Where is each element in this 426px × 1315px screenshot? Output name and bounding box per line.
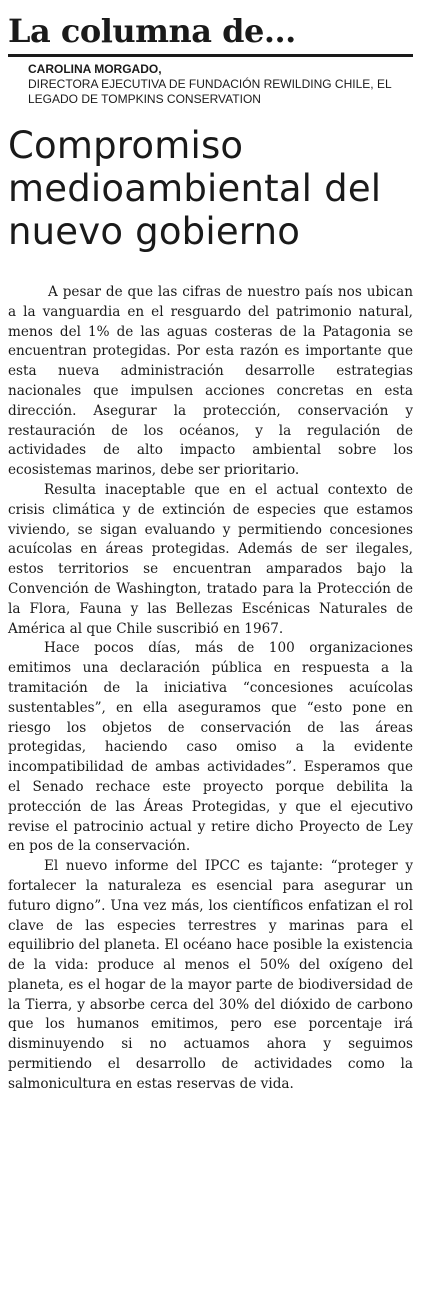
byline xyxy=(28,62,413,107)
column-article xyxy=(8,0,413,1095)
author-role: DIRECTORA EJECUTIVA DE FUNDACIÓN REWILDING CHILE, EL LEGADO DE TOMPKINS CONSERVATION xyxy=(28,77,392,106)
article-headline: Compromiso medioambiental del nuevo gobierno xyxy=(8,124,382,253)
author-name: CAROLINA MORGADO, xyxy=(28,62,162,76)
article-paragraph: El nuevo informe del IPCC es tajante: “proteger y fortalecer la naturaleza es esencial para asegurar un futuro digno”. Una vez más, los científicos enfatizan el rol clave de las especies terrestres y marinas para el equilibrio del planeta. El océano hace posible la existencia de la vida: produce al menos el 50% del oxígeno del planeta, es el hogar de la mayor parte de biodiversidad de la Tierra, y absorbe cerca del 30% del dióxido de carbono que los humanos emitimos, pero ese porcentaje irá disminuyendo si no actuamos ahora y seguimos permitiendo el desarrollo de actividades como la salmonicultura en estas reservas de vida. xyxy=(8,858,413,1092)
section-divider xyxy=(8,54,413,57)
article-paragraph: Resulta inaceptable que en el actual contexto de crisis climática y de extinción de especies que estamos viviendo, se sigan evaluando y permitiendo concesiones acuícolas en áreas protegidas. Además de ser ilegales, estos territorios se encuentran amparados bajo la Convención de Washington, tratado para la Protección de la Flora, Fauna y las Bellezas Escénicas Naturales de América al que Chile suscribió en 1967. xyxy=(8,481,413,637)
article-paragraph: Hace pocos días, más de 100 organizaciones emitimos una declaración pública en respuesta a la tramitación de la iniciativa “concesiones acuícolas sustentables”, en ella aseguramos que “esto pone en riesgo los objetos de conservación de las áreas protegidas, haciendo caso omiso a la evidente incompatibilidad de ambas actividades”. Esperamos que el Senado rechace este proyecto porque debilita la protección de las Áreas Protegidas, y que el ejecutivo revise el patrocinio actual y retire dicho Proyecto de Ley en pos de la conservación. xyxy=(8,640,413,855)
article-paragraph: A pesar de que las cifras de nuestro país nos ubican a la vanguardia en el resguardo del patrimonio natural, menos del 1% de las aguas costeras de la Patagonia se encuentran protegidas. Por esta razón es importante que esta nueva administración desarrolle estrategias nacionales que impulsen acciones concretas en esta dirección. Asegurar la protección, conservación y restauración de los océanos, y la regulación de actividades de alto impacto ambiental sobre los ecosistemas marinos, debe ser prioritario. xyxy=(8,284,413,479)
section-title: La columna de... xyxy=(8,12,296,50)
article-body xyxy=(8,283,413,1095)
